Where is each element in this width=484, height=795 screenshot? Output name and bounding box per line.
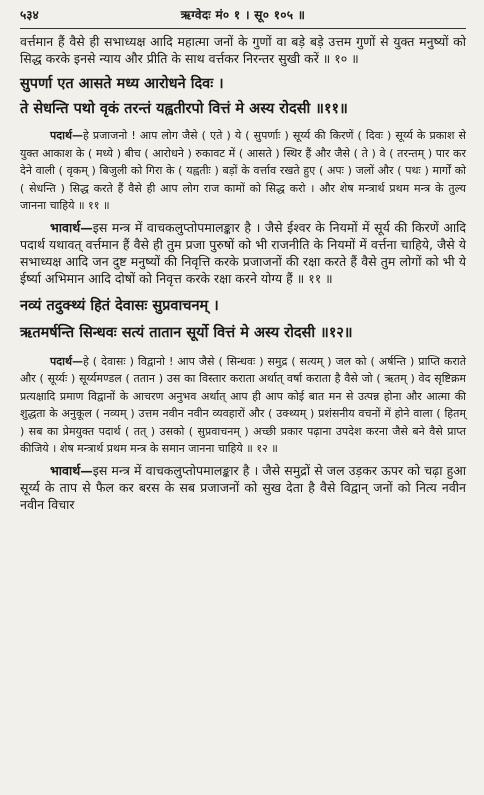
padartha-11-paragraph [20, 127, 466, 215]
padartha-label: पदार्थ— [50, 129, 83, 142]
bhavartha-11-text: इस मन्त्र में वाचकलुप्तोपमालङ्कार है । जैसे ईश्वर के नियमों में सूर्य की किरणें आदि पदार्थ यथावत् वर्त्तमान हैं वैसे ही तुम प्रजा पुरुषों को भी राजनीति के नियमों में वर्त्तना चाहिये, जैसे ये सभाध्यक्ष आदि जन दुष्ट मनुष्यों की निवृत्ति करके प्रजाजनों की रक्षा करते हैं वैसे तुम लोगों को भी ये ईर्ष्या अभिमान आदि दोषों को निवृत्त करके रक्षा करने योग्य हैं ॥ ११ ॥ [20, 219, 466, 286]
header-rule [20, 28, 466, 29]
mantra-11-line-1: सुपर्णा एत आसते मध्य आरोधने दिवः । [20, 76, 224, 92]
continuation-paragraph: वर्त्तमान हैं वैसे ही सभाध्यक्ष आदि महात्मा जनों के गुणों वा बड़े बड़े उत्तम गुणों से युक्त मनुष्यों को सिद्ध करके इनसे न्याय और प्रीति के साथ वर्त्तकर निरन्तर सुखी करें ॥ १० ॥ [20, 34, 466, 66]
page-number: ५३४ [20, 8, 39, 22]
bhavartha-11-paragraph [20, 219, 466, 287]
page-header [20, 6, 466, 28]
padartha-11-text: हे प्रजाजनो ! आप लोग जैसे ( एते ) ये ( सुपर्णाः ) सूर्य्य की किरणें ( दिवः ) सूर्य्य के प्रकाश से युक्त आकाश के ( मध्ये ) बीच ( आरोधने ) रुकावट में ( आसते ) स्थिर हैं और जैसे ( ते ) वे ( तरन्तम् ) पार कर देने वाली ( वृकम् ) बिजुली को गिरा के ( यह्वतीः ) बड़ों के वर्त्ताव रखते हुए ( अपः ) जलों और ( पथः ) मार्गों को ( सेधन्ति ) सिद्ध करते हैं वैसे ही आप लोग राज कामों को सिद्ध करो । और शेष मन्त्रार्थ प्रथम मन्त्र के तुल्य जानना चाहिये ॥ ११ ॥ [20, 129, 466, 212]
bhavartha-12-text: इस मन्त्र में वाचकलुप्तोपमालङ्कार है । जैसे समुद्रों से जल उड़कर ऊपर को चढ़ा हुआ सूर्य्य के ताप से फैल कर बरस के सब प्रजाजनों को सुख देता है वैसे विद्वान् जनों को नित्य नवीन नवीन विचार [20, 462, 466, 512]
mantra-12-line-1: नव्यं तदुक्थ्यं हितं देवासः सुप्रवाचनम् । [20, 297, 219, 314]
padartha-12-text: हे ( देवासः ) विद्वानो ! आप जैसे ( सिन्धवः ) समुद्र ( सत्यम् ) जल को ( अर्षन्ति ) प्राप्ति कराते और ( सूर्य्यः ) सूर्य्यमण्डल ( ततान ) उस का विस्तार कराता अर्थात् वर्षा कराता है वैसे जो ( ऋतम् ) वेद सृष्टिक्रम प्रत्यक्षादि प्रमाण विद्वानों के आचरण अनुभव अर्थात् आप ही आप कोई बात मन से उत्पन्न होना और आत्मा की शुद्धता के अनुकूल ( नव्यम् ) उत्तम नवीन नवीन व्यवहारों और ( उक्थ्यम् ) प्रशंसनीय वचनों में होने वाला ( हितम् ) सब का प्रेमयुक्त पदार्थ ( तत् ) उसको ( सुप्रवाचनम् ) अच्छी प्रकार पढ़ाना उपदेश करना जैसे बने वैसे प्राप्त कीजिये । शेष मन्त्रार्थ प्रथम मन्त्र के समान जानना चाहिये ॥ १२ ॥ [20, 354, 466, 455]
bhavartha-label: भावार्थ— [50, 219, 93, 235]
padartha-label: पदार्थ— [50, 354, 83, 368]
page-title: ऋग्वेदः मं० १ । सू० १०५ ॥ [180, 8, 306, 22]
bhavartha-12-paragraph [20, 462, 466, 513]
padartha-12-paragraph [20, 353, 466, 458]
mantra-12-line-2: ऋतमर्षन्ति सिन्धवः सत्यं तातान सूर्यो वित्तं मे अस्य रोदसी ॥१२॥ [20, 324, 353, 341]
mantra-11-line-2: ते सेधन्ति पथो वृकं तरन्तं यह्वतीरपो वित्तं मे अस्य रोदसी ॥११॥ [20, 101, 348, 117]
bhavartha-label: भावार्थ— [50, 462, 93, 478]
